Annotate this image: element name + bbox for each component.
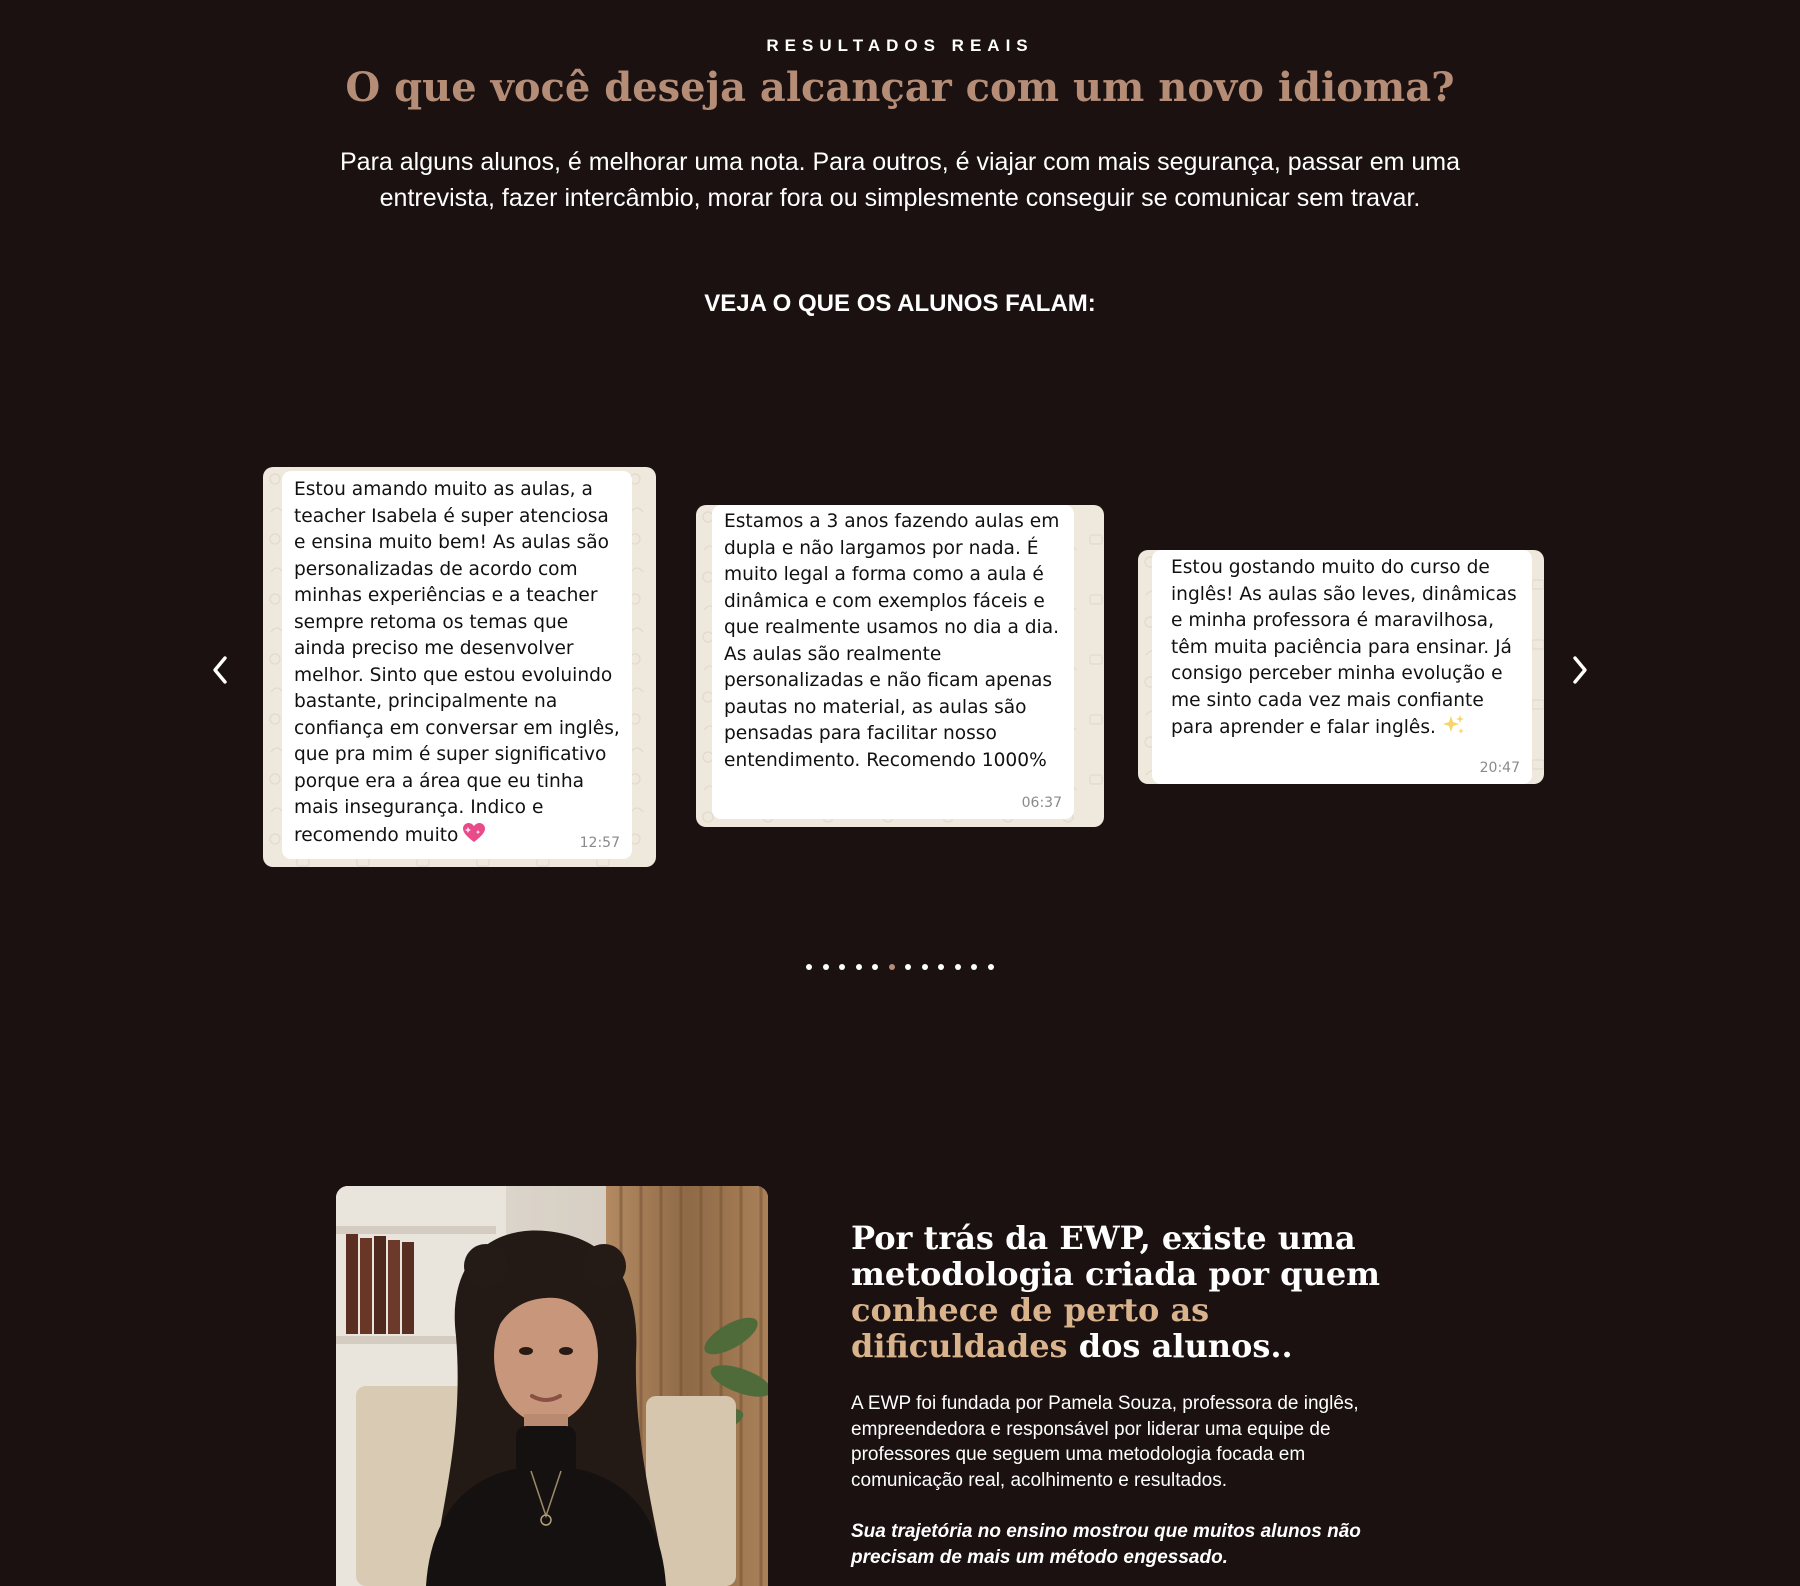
carousel-dot[interactable] — [889, 964, 895, 970]
carousel-dot[interactable] — [988, 964, 994, 970]
about-title — [851, 1220, 1411, 1364]
carousel-dot[interactable] — [823, 964, 829, 970]
testimonial-card — [1138, 550, 1544, 784]
message-time: 06:37 — [1021, 795, 1062, 811]
sparkles-icon — [1442, 714, 1466, 745]
chat-bubble — [1152, 550, 1532, 784]
testimonial-text-content: Estou amando muito as aulas, a teacher Isabela é super atenciosa e ensina muito bem! As aulas são personalizadas de acordo com minhas experiências e a teacher sempre retoma os temas que ainda preciso me desenvolver melhor. Sinto que estou evoluindo bastante, principalmente na confiança em conversar em inglês, que pra mim é super significativo porque era a área que eu tinha mais insegurança. Indico e recomendo muito — [294, 479, 620, 846]
about-title-part2: dos alunos.. — [1067, 1327, 1293, 1365]
carousel-dot[interactable] — [839, 964, 845, 970]
results-headline: O que você deseja alcançar com um novo idioma? — [345, 64, 1455, 111]
testimonial-card — [263, 467, 656, 867]
chevron-left-icon — [210, 654, 230, 686]
chat-bubble — [712, 505, 1074, 819]
about-title-part1: Por trás da EWP, existe uma metodologia criada por quem — [851, 1219, 1381, 1293]
sparkling-heart-icon — [462, 822, 486, 853]
founder-photo — [336, 1186, 768, 1586]
carousel-dot[interactable] — [971, 964, 977, 970]
founder-portrait-illustration — [336, 1186, 768, 1586]
testimonial-text: Estamos a 3 anos fazendo aulas em dupla e não largamos por nada. É muito legal a forma como a aula é dinâmica e com exemplos fáceis e que realmente usamos no dia a dia. As aulas são realmente personalizadas e não ficam apenas pautas no material, as aulas são pensadas para facilitar nosso entendimento. Recomendo 1000% — [724, 511, 1060, 771]
carousel-dot[interactable] — [938, 964, 944, 970]
eyebrow-label: RESULTADOS REAIS — [766, 36, 1034, 55]
message-time: 20:47 — [1479, 760, 1520, 776]
carousel-dot[interactable] — [905, 964, 911, 970]
testimonial-card — [696, 505, 1104, 827]
carousel-dot[interactable] — [806, 964, 812, 970]
carousel-pagination — [0, 964, 1800, 970]
testimonials-label: VEJA O QUE OS ALUNOS FALAM: — [704, 290, 1096, 317]
about-quote: Sua trajetória no ensino mostrou que muitos alunos não precisam de mais um método engessado. — [851, 1521, 1361, 1568]
carousel-next-button[interactable] — [1560, 648, 1600, 692]
testimonial-text — [294, 477, 620, 852]
results-intro: Para alguns alunos, é melhorar uma nota. Para outros, é viajar com mais segurança, passar em uma entrevista, fazer intercâmbio, morar fora ou simplesmente conseguir se comunicar sem travar. — [340, 148, 1460, 212]
message-time: 12:57 — [579, 835, 620, 851]
carousel-dot[interactable] — [856, 964, 862, 970]
about-title-highlight: conhece de perto as dificuldades — [851, 1291, 1210, 1365]
carousel-dot[interactable] — [955, 964, 961, 970]
carousel-dot[interactable] — [922, 964, 928, 970]
testimonial-text-content: Estou gostando muito do curso de inglês! As aulas são leves, dinâmicas e minha professora é maravilhosa, têm muita paciência para ensinar. Já consigo perceber minha evolução e me sinto cada vez mais confiante para aprender e falar inglês. — [1171, 557, 1517, 738]
chevron-right-icon — [1570, 654, 1590, 686]
about-description: A EWP foi fundada por Pamela Souza, professora de inglês, empreendedora e responsável por liderar uma equipe de professores que seguem uma metodologia focada em comunicação real, acolhimento e resultados. — [851, 1393, 1359, 1491]
testimonial-text — [1171, 555, 1522, 745]
chat-bubble — [282, 471, 632, 859]
carousel-dot[interactable] — [872, 964, 878, 970]
carousel-prev-button[interactable] — [200, 648, 240, 692]
